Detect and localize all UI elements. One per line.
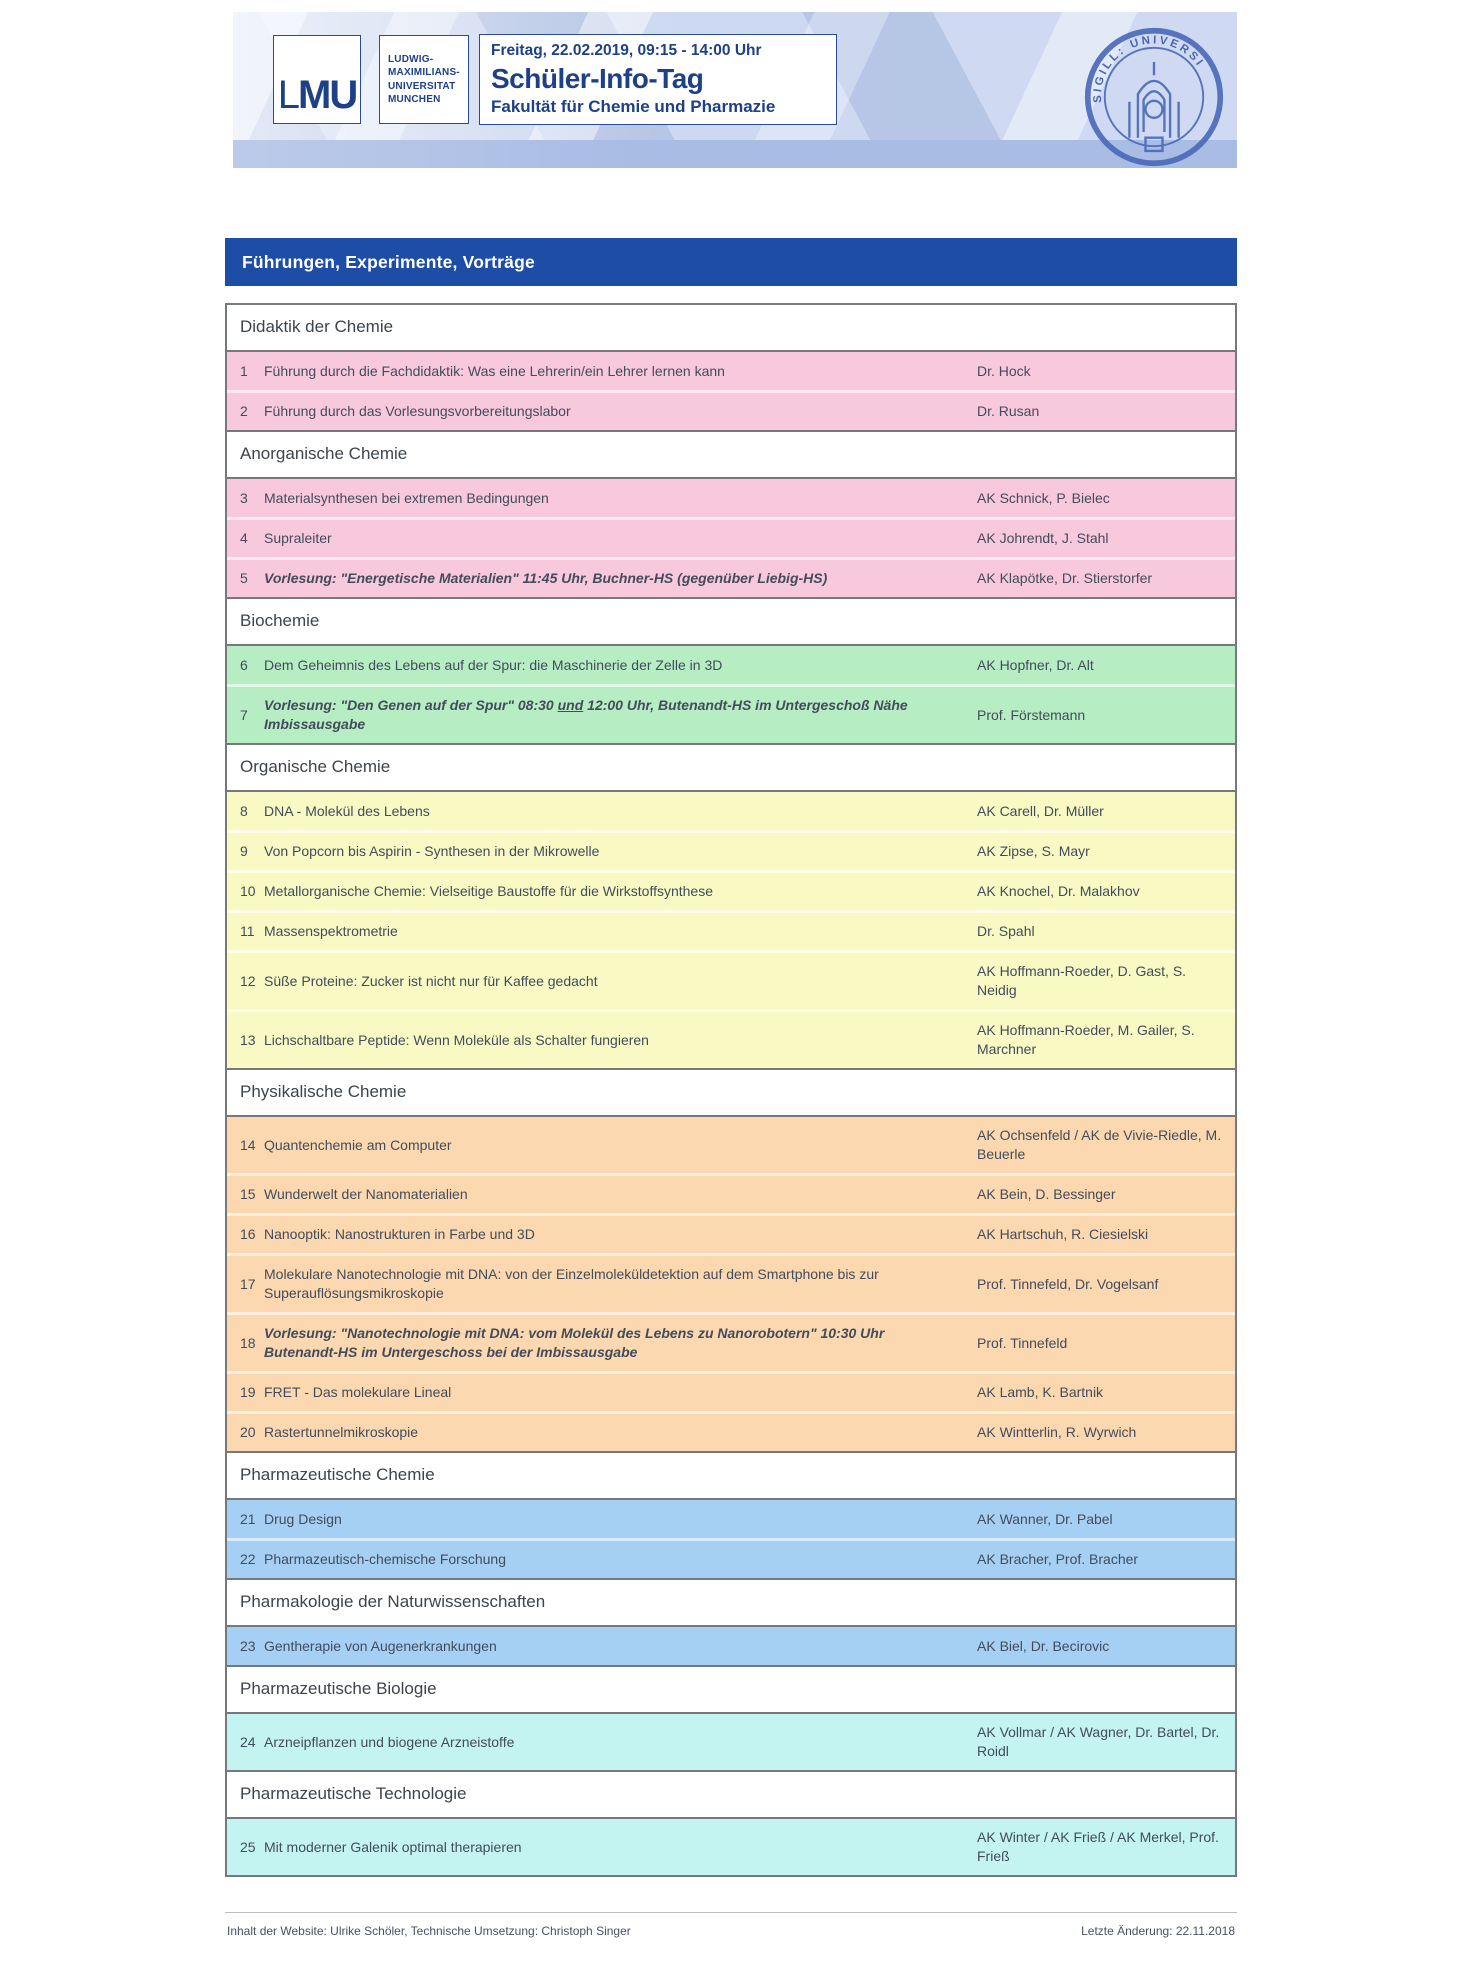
row-number: 20 [240, 1424, 256, 1440]
table-row [227, 479, 1235, 517]
table-row [227, 1253, 1235, 1312]
row-title: Massenspektrometrie [264, 923, 398, 939]
row-title: Pharmazeutisch-chemische Forschung [264, 1551, 506, 1567]
table-row [227, 1371, 1235, 1411]
table-row [227, 1117, 1235, 1173]
table-row [227, 684, 1235, 743]
row-number: 5 [240, 570, 248, 586]
table-row [227, 1819, 1235, 1875]
row-title: Vorlesung: "Nanotechnologie mit DNA: vom Molekül des Lebens zu Nanorobotern" 10:30 Uhr Butenandt-HS im Untergeschoss bei der Imbissausgabe [264, 1325, 885, 1360]
page [225, 0, 1237, 1968]
row-presenters: AK Biel, Dr. Becirovic [977, 1637, 1110, 1654]
schedule-section [227, 1070, 1235, 1453]
event-datetime: Freitag, 22.02.2019, 09:15 - 14:00 Uhr [491, 42, 762, 59]
row-title: Gentherapie von Augenerkrankungen [264, 1637, 497, 1654]
row-presenters: AK Hoffmann-Roeder, D. Gast, S. Neidig [977, 963, 1187, 998]
row-presenters: Dr. Rusan [977, 403, 1040, 419]
row-title-part: 12:00 Uhr, Butenandt-HS im Untergeschoß Nähe Imbissausgabe [264, 697, 908, 732]
row-title-underlined-part: und [557, 697, 584, 713]
section-rows [227, 1115, 1235, 1453]
row-number: 10 [240, 883, 256, 899]
row-title: Molekulare Nanotechnologie mit DNA: von der Einzelmoleküldetektion auf dem Smartphone bis zur Superauflösungsmikroskopie [264, 1266, 879, 1301]
row-presenters: Prof. Tinnefeld [977, 1334, 1068, 1351]
table-row [227, 1538, 1235, 1578]
row-title: Metallorganische Chemie: Vielseitige Baustoffe für die Wirkstoffsynthese [264, 883, 714, 899]
row-number: 18 [240, 1334, 256, 1351]
table-row [227, 557, 1235, 597]
table-row [227, 910, 1235, 950]
section-rows [227, 1625, 1235, 1667]
row-presenters: AK Lamb, K. Bartnik [977, 1384, 1104, 1400]
row-presenters: Prof. Tinnefeld, Dr. Vogelsanf [977, 1275, 1159, 1292]
section-rows [227, 790, 1235, 1070]
row-presenters: Prof. Förstemann [977, 706, 1086, 723]
row-title: DNA - Molekül des Lebens [264, 802, 430, 819]
row-number: 23 [240, 1637, 256, 1654]
svg-text:SIGILL: UNIVERSI: SIGILL: UNIVERSI [1091, 34, 1207, 103]
schedule-section [227, 1667, 1235, 1772]
page-footer [225, 1912, 1237, 1968]
lmu-header-banner [233, 12, 1237, 168]
row-title: Materialsynthesen bei extremen Bedingungen [264, 489, 549, 506]
row-number: 13 [240, 1031, 256, 1048]
section-title: Biochemie [227, 599, 1235, 644]
footer-last-modified: Letzte Änderung: 22.11.2018 [1081, 1924, 1235, 1938]
row-title: Vorlesung: "Energetische Materialien" 11:45 Uhr, Buchner-HS (gegenüber Liebig-HS) [264, 570, 828, 586]
row-number: 4 [240, 530, 248, 546]
schedule-section [227, 305, 1235, 432]
row-title: Rastertunnelmikroskopie [264, 1424, 419, 1440]
row-title: Mit moderner Galenik optimal therapieren [264, 1838, 522, 1855]
section-title: Pharmakologie der Naturwissenschaften [227, 1580, 1235, 1625]
row-number: 2 [240, 403, 248, 419]
row-number: 1 [240, 362, 248, 379]
row-presenters: AK Klapötke, Dr. Stierstorfer [977, 570, 1153, 586]
row-presenters: AK Vollmar / AK Wagner, Dr. Bartel, Dr. Roidl [977, 1724, 1220, 1759]
university-name-line: LUDWIG- [388, 53, 434, 65]
row-number: 8 [240, 802, 248, 819]
footer-credits: Inhalt der Website: Ulrike Schöler, Technische Umsetzung: Christoph Singer [227, 1924, 631, 1938]
row-title: Wunderwelt der Nanomaterialien [264, 1186, 468, 1202]
row-title-part: Vorlesung: "Den Genen auf der Spur" 08:30 [264, 697, 558, 713]
row-number: 12 [240, 972, 256, 989]
row-presenters: AK Ochsenfeld / AK de Vivie-Riedle, M. Beuerle [977, 1127, 1222, 1162]
section-banner [225, 238, 1237, 286]
row-number: 15 [240, 1186, 256, 1202]
row-title: Süße Proteine: Zucker ist nicht nur für Kaffee gedacht [264, 972, 598, 989]
table-row [227, 1173, 1235, 1213]
row-number: 9 [240, 843, 248, 859]
row-presenters: AK Johrendt, J. Stahl [977, 530, 1109, 546]
section-title: Pharmazeutische Biologie [227, 1667, 1235, 1712]
university-name-line: UNIVERSITAT [388, 80, 456, 92]
schedule-section [227, 1772, 1235, 1877]
row-title: Führung durch das Vorlesungsvorbereitungslabor [264, 403, 571, 419]
row-title: Quantenchemie am Computer [264, 1136, 452, 1153]
row-number: 16 [240, 1226, 256, 1242]
row-presenters: Dr. Spahl [977, 923, 1035, 939]
table-row [227, 352, 1235, 390]
table-row [227, 1500, 1235, 1538]
section-rows [227, 350, 1235, 432]
schedule-table [225, 303, 1237, 1877]
row-number: 19 [240, 1384, 256, 1400]
table-row [227, 870, 1235, 910]
row-presenters: Dr. Hock [977, 362, 1031, 379]
row-presenters: AK Schnick, P. Bielec [977, 489, 1110, 506]
row-number: 22 [240, 1551, 256, 1567]
schedule-section [227, 1580, 1235, 1667]
university-name-line: MAXIMILIANS- [388, 67, 460, 78]
lmu-logo-letter: L [277, 73, 299, 117]
row-number: 7 [240, 706, 248, 723]
table-row [227, 1411, 1235, 1451]
table-row [227, 1627, 1235, 1665]
event-subtitle: Fakultät für Chemie und Pharmazie [491, 97, 776, 116]
event-title: Schüler-Info-Tag [491, 62, 704, 94]
row-presenters: AK Hopfner, Dr. Alt [977, 656, 1094, 673]
university-name-line: MUNCHEN [388, 94, 441, 105]
row-number: 21 [240, 1510, 256, 1527]
table-row [227, 390, 1235, 430]
lmu-logo-letters: MU [298, 73, 357, 117]
table-row [227, 1714, 1235, 1770]
row-presenters: AK Hoffmann-Roeder, M. Gailer, S. Marchner [977, 1022, 1195, 1057]
section-rows [227, 1498, 1235, 1580]
row-title: Arzneipflanzen und biogene Arzneistoffe [264, 1733, 515, 1750]
row-presenters: AK Hartschuh, R. Ciesielski [977, 1226, 1149, 1242]
section-rows [227, 1712, 1235, 1772]
table-row [227, 950, 1235, 1009]
university-name-box [379, 35, 469, 124]
table-row [227, 1312, 1235, 1371]
row-title [264, 687, 977, 743]
university-seal-icon [1083, 26, 1225, 168]
section-rows [227, 1817, 1235, 1877]
row-number: 6 [240, 656, 248, 673]
schedule-section [227, 599, 1235, 745]
section-title: Anorganische Chemie [227, 432, 1235, 477]
section-banner-title: Führungen, Experimente, Vorträge [242, 251, 535, 272]
event-title-box [479, 34, 837, 125]
section-title: Pharmazeutische Chemie [227, 1453, 1235, 1498]
section-title: Organische Chemie [227, 745, 1235, 790]
row-presenters: AK Winter / AK Frieß / AK Merkel, Prof. Frieß [977, 1829, 1219, 1864]
schedule-section [227, 745, 1235, 1070]
section-title: Pharmazeutische Technologie [227, 1772, 1235, 1817]
section-title: Physikalische Chemie [227, 1070, 1235, 1115]
row-title: Von Popcorn bis Aspirin - Synthesen in der Mikrowelle [264, 843, 600, 859]
row-title: Führung durch die Fachdidaktik: Was eine Lehrerin/ein Lehrer lernen kann [264, 362, 725, 379]
table-row [227, 517, 1235, 557]
row-presenters: AK Knochel, Dr. Malakhov [977, 883, 1140, 899]
row-number: 17 [240, 1275, 256, 1292]
row-number: 11 [240, 923, 255, 939]
row-title: Drug Design [264, 1510, 342, 1527]
table-row [227, 830, 1235, 870]
row-number: 24 [240, 1733, 256, 1750]
row-number: 25 [240, 1838, 256, 1855]
table-row [227, 792, 1235, 830]
section-rows [227, 644, 1235, 745]
table-row [227, 646, 1235, 684]
row-title: FRET - Das molekulare Lineal [264, 1384, 452, 1400]
row-title: Supraleiter [264, 530, 332, 546]
row-number: 14 [240, 1136, 256, 1153]
row-number: 3 [240, 489, 248, 506]
row-presenters: AK Wanner, Dr. Pabel [977, 1510, 1113, 1527]
schedule-section [227, 432, 1235, 599]
row-title: Nanooptik: Nanostrukturen in Farbe und 3D [264, 1226, 535, 1242]
schedule-section [227, 1453, 1235, 1580]
section-rows [227, 477, 1235, 599]
row-presenters: AK Bein, D. Bessinger [977, 1186, 1116, 1202]
row-presenters: AK Bracher, Prof. Bracher [977, 1551, 1139, 1567]
section-title: Didaktik der Chemie [227, 305, 1235, 350]
table-row [227, 1213, 1235, 1253]
row-presenters: AK Zipse, S. Mayr [977, 843, 1090, 859]
row-title: Lichschaltbare Peptide: Wenn Moleküle als Schalter fungieren [264, 1031, 649, 1048]
table-row [227, 1009, 1235, 1068]
row-presenters: AK Carell, Dr. Müller [977, 802, 1104, 819]
row-title: Dem Geheimnis des Lebens auf der Spur: die Maschinerie der Zelle in 3D [264, 656, 723, 673]
row-presenters: AK Wintterlin, R. Wyrwich [977, 1424, 1137, 1440]
lmu-logo [273, 35, 361, 124]
